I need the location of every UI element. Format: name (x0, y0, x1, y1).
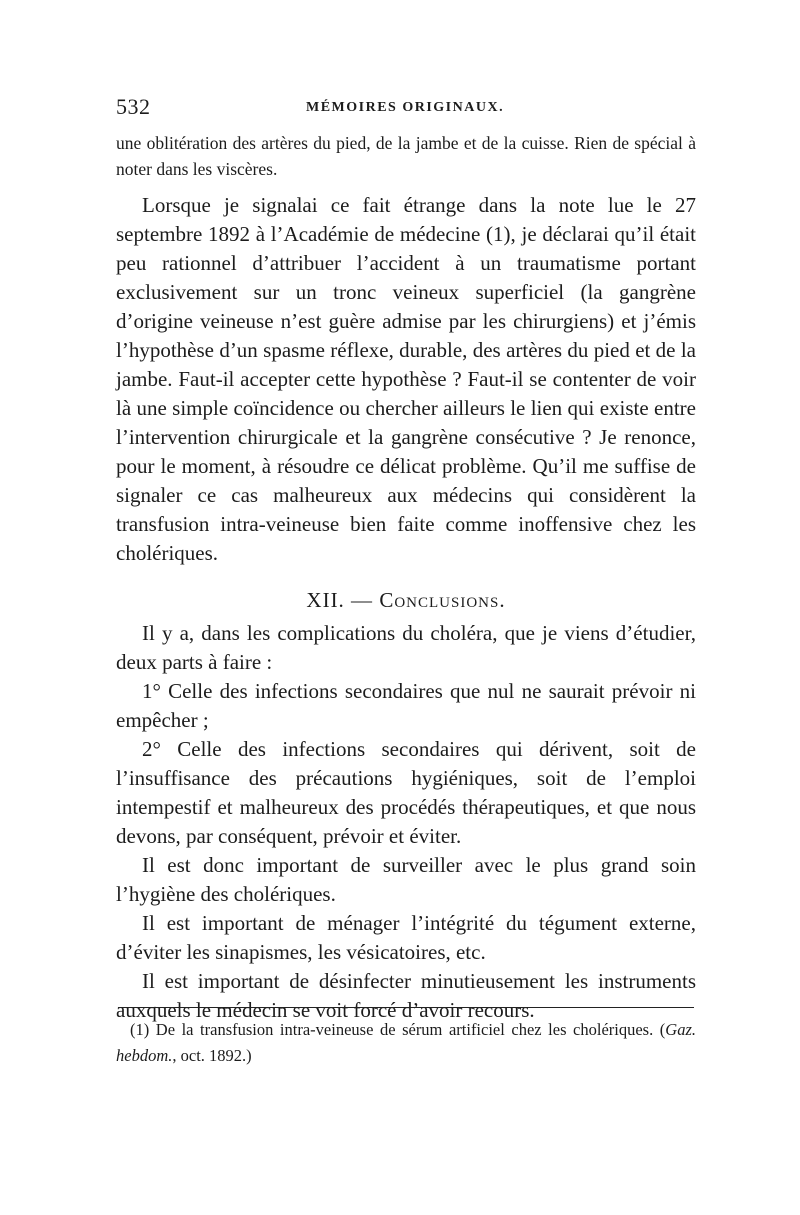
footnote-lead: (1) De la transfusion intra-veineuse de sérum artificiel chez les cholériques. ( (130, 1020, 666, 1039)
intro-text: une oblitération des artères du pied, de la jambe et de la cuisse. Rien de spécial à noter dans les viscères. (116, 133, 696, 179)
main-text (116, 191, 696, 1025)
list-item: 1° Celle des infections secondaires que nul ne saurait prévoir ni empêcher ; (116, 679, 696, 732)
running-head: MÉMOIRES ORIGINAUX. (306, 100, 505, 115)
list-item: 2° Celle des infections secondaires qui dérivent, soit de l’insuffisance des précautions hygiéniques, soit de l’emploi intempestif et malheureux des procédés thérapeutiques, et que nous devons, par conséquent, prévoir et éviter. (116, 737, 696, 848)
paragraph: Il est important de ménager l’intégrité du tégument externe, d’éviter les sinapismes, les vésicatoires, etc. (116, 911, 696, 964)
section-number: XII. — (306, 588, 374, 612)
footnote-journal: Gaz. hebdom. (116, 1020, 696, 1065)
section-heading (116, 586, 696, 615)
paragraph: Il est donc important de surveiller avec le plus grand soin l’hygiène des cholériques. (116, 853, 696, 906)
paragraph: Il y a, dans les complications du choléra, que je viens d’étudier, deux parts à faire : (116, 621, 696, 674)
page-number: 532 (116, 94, 151, 119)
page-header (116, 94, 696, 124)
paragraph: Lorsque je signalai ce fait étrange dans la note lue le 27 septembre 1892 à l’Académie de médecine (1), je déclarai qu’il était peu rationnel d’attribuer l’accident à un traumatisme portant exclusivement sur un tronc veineux superficiel (la gangrène d’origine veineuse n’est guère admise par les chirurgiens) et j’émis l’hypothèse d’un spasme réflexe, durable, des artères du pied et de la jambe. Faut-il accepter cette hypothèse ? Faut-il se contenter de voir là une simple coïncidence ou chercher ailleurs le lien qui existe entre l’intervention chirurgicale et la gangrène consécutive ? Je renonce, pour le moment, à résoudre ce délicat problème. Qu’il me suffise de signaler ce cas malheureux aux médecins qui considèrent la transfusion intra-veineuse bien faite comme inoffensive chez les cholériques. (116, 193, 696, 565)
section-title: Conclusions. (379, 588, 506, 612)
footnote-tail: , oct. 1892.) (172, 1046, 252, 1065)
footnote-divider (118, 1007, 694, 1008)
paragraph: Il est important de désinfecter minutieusement les instruments auxquels le médecin se voit forcé d’avoir recours. (116, 969, 696, 1022)
footnote (116, 1017, 696, 1069)
